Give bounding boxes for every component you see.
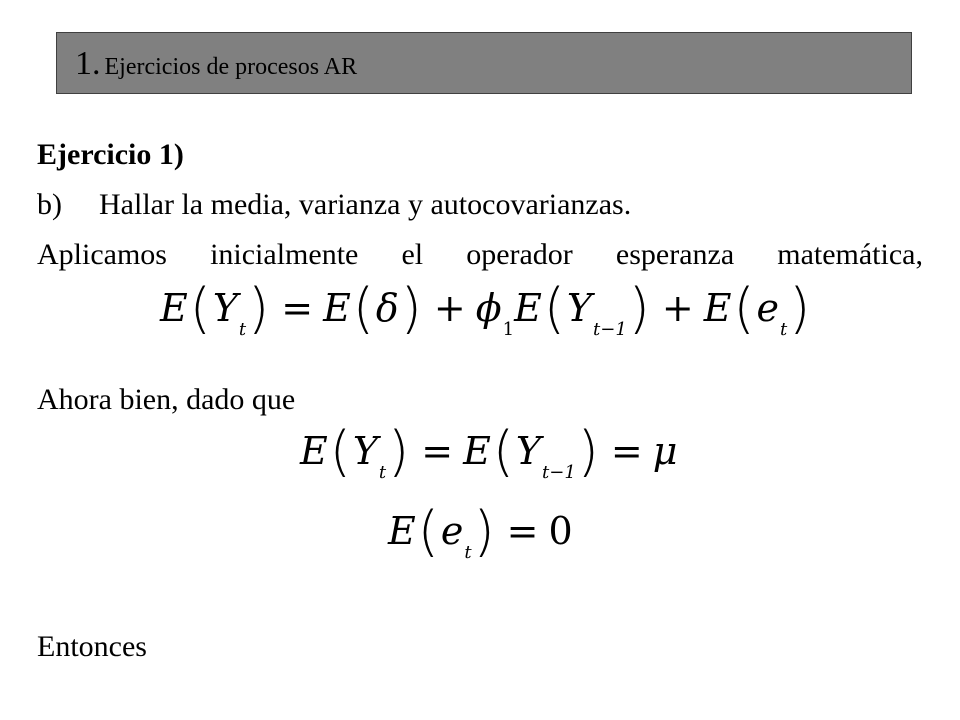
equation-mean-mu: $E(Y_t) = E(Y_{t-1}) = \mu$ xyxy=(300,420,678,483)
eq2-mu: μ xyxy=(652,429,678,473)
list-item-b xyxy=(37,190,631,220)
eq2-Y1: Y xyxy=(352,429,378,473)
eq1-equals: = xyxy=(281,286,314,330)
eq1-sub-1: 1 xyxy=(502,319,515,340)
slide-title-box xyxy=(56,32,912,94)
eq3-E: E xyxy=(388,509,416,553)
eq1-sub-tm1: t−1 xyxy=(593,319,627,340)
entonces-text: Entonces xyxy=(37,630,147,663)
eq2-sub-t: t xyxy=(378,462,387,483)
eq3-sub-t: t xyxy=(464,542,472,563)
eq3-equals: = xyxy=(506,509,539,553)
equation-error-zero: $E(e_t) = 0$ xyxy=(388,500,573,563)
list-marker: b) xyxy=(37,188,62,221)
eq1-Y1: Y xyxy=(212,286,238,330)
eq2-E2: E xyxy=(463,429,491,473)
eq3-e: e xyxy=(440,509,464,553)
eq1-sub-t2: t xyxy=(780,319,788,340)
eq2-equals1: = xyxy=(421,429,454,473)
eq1-E2: E xyxy=(323,286,351,330)
intro-paragraph: Aplicamos inicialmente el operador esperanza matemática, xyxy=(37,238,923,271)
eq1-plus2: + xyxy=(661,286,694,330)
eq1-plus1: + xyxy=(433,286,466,330)
eq1-E4: E xyxy=(703,286,732,330)
ahora-text: Ahora bien, dado que xyxy=(37,383,296,416)
eq1-e: e xyxy=(756,286,780,330)
eq1-E3: E xyxy=(514,286,542,330)
eq2-equals2: = xyxy=(610,429,643,473)
list-item-text: Hallar la media, varianza y autocovarianzas. xyxy=(99,188,632,221)
eq2-sub-tm1: t−1 xyxy=(542,462,576,483)
eq1-sub-t1: t xyxy=(238,319,247,340)
eq3-zero: 0 xyxy=(548,509,573,553)
equation-expectation-ar1: $E(Y_t) = E(\delta) + \phi_1E(Y_{t-1}) + E(e_t)$ xyxy=(160,277,811,340)
eq1-E1: E xyxy=(160,286,188,330)
eq1-phi: ϕ xyxy=(475,286,502,330)
eq2-E1: E xyxy=(300,429,328,473)
exercise-heading: Ejercicio 1) xyxy=(37,138,184,171)
eq2-Y2: Y xyxy=(515,429,541,473)
title-number: 1. xyxy=(75,45,101,82)
eq1-Y2: Y xyxy=(566,286,592,330)
eq1-delta: δ xyxy=(375,286,399,330)
title-text: Ejercicios de procesos AR xyxy=(104,54,358,80)
slide-title xyxy=(75,47,357,81)
